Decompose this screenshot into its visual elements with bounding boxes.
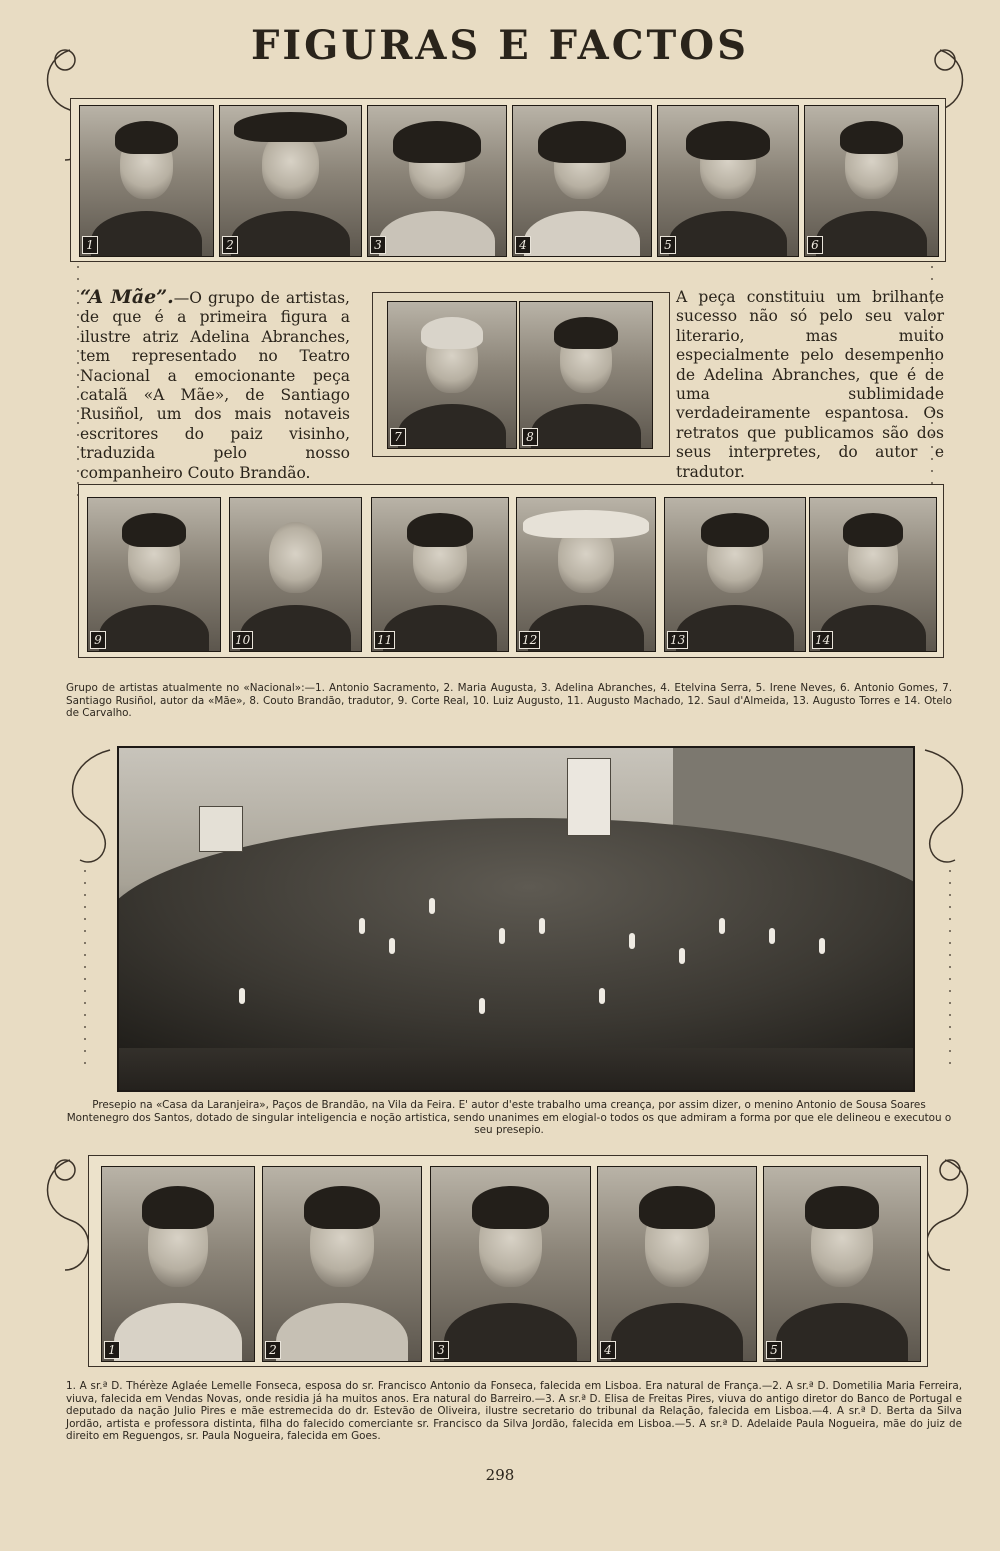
lady-portrait-3 [430, 1166, 591, 1362]
portrait-13 [664, 497, 806, 652]
lady-portrait-1 [101, 1166, 255, 1362]
portrait-5 [657, 105, 799, 257]
masthead-title: FIGURAS E FACTOS [250, 22, 750, 69]
top-portrait-row [70, 98, 946, 262]
portrait-14 [809, 497, 937, 652]
portrait-8 [519, 301, 653, 449]
portrait-3 [367, 105, 507, 257]
article-heading: “A Mãe”. [80, 286, 174, 308]
artists-caption: Grupo de artistas atualmente no «Nacional»:—1. Antonio Sacramento, 2. Maria Augusta, 3. Adelina Abranches, 4. Etelvina Serra, 5. Irene Neves, 6. Antonio Gomes, 7. Santiago Rusiñol, autor da «Mãe», 8. Couto Brandão, tradutor, 9. Corte Real, 10. Luiz Augusto, 11. Augusto Machado, 12. Saul d'Almeida, 13. Augusto Torres e 14. Otelo de Carvalho. [66, 682, 952, 720]
presepio-caption: Presepio na «Casa da Laranjeira», Paços de Brandão, na Vila da Feira. E' autor d'este trabalho uma creança, por assim dizer, o menino Antonio de Sousa Soares Montenegro dos Santos, dotado de singular inteligencia e noção artistica, sendo unanimes em elogial-o todos os que admiram a forma por que ele delineou e executou o seu presepio. [66, 1099, 952, 1137]
portrait-6 [804, 105, 939, 257]
portrait-11 [371, 497, 509, 652]
portrait-number: 12 [519, 631, 540, 649]
miniature-house [199, 806, 243, 852]
miniature-church [567, 758, 611, 836]
portrait-number: 6 [807, 236, 823, 254]
portrait-number: 14 [812, 631, 833, 649]
lady-portrait-2 [262, 1166, 422, 1362]
portrait-number: 9 [90, 631, 106, 649]
portrait-number: 2 [265, 1341, 281, 1359]
article-left-text: —O grupo de artistas, de que é a primeira figura a ilustre atriz Adelina Abranches, tem representado no Teatro Nacional a emocionante peça catalã «A Mãe», de Santiago Rusiñol, um dos mais notaveis escritores do paiz visinho, traduzida pelo nosso companheiro Couto Brandão. [80, 289, 350, 482]
portrait-number: 5 [660, 236, 676, 254]
portrait-4 [512, 105, 652, 257]
portrait-number: 4 [600, 1341, 616, 1359]
portrait-number: 3 [370, 236, 386, 254]
portrait-1 [79, 105, 214, 257]
portrait-12 [516, 497, 656, 652]
portrait-number: 11 [374, 631, 395, 649]
floral-scroll-icon [915, 740, 995, 1090]
portrait-number: 13 [667, 631, 688, 649]
portrait-number: 1 [104, 1341, 120, 1359]
portrait-number: 3 [433, 1341, 449, 1359]
portrait-7 [387, 301, 517, 449]
portrait-number: 2 [222, 236, 238, 254]
middle-portrait-pair [372, 292, 670, 457]
portrait-10 [229, 497, 362, 652]
ladies-caption: 1. A sr.ª D. Thérèze Aglaée Lemelle Fonseca, esposa do sr. Francisco Antonio da Fonseca, falecida em Lisboa. Era natural de França.—2. A sr.ª D. Dometilia Maria Ferreira, viuva, falecida em Vendas Novas, onde residia já ha muitos anos. Era natural do Barreiro.—3. A sr.ª D. Elisa de Freitas Pires, viuva do antigo diretor do Banco de Portugal e deputado da nação Julio Pires e mãe estremecida do dr. Estevão de Oliveira, ilustre secretario do tribunal da Relação, falecida em Lisboa.—4. A sr.ª D. Berta da Silva Jordão, artista e professora distinta, filha do falecido comerciante sr. Francisco da Silva Jordão, falecida em Lisboa.—5. A sr.ª D. Adelaide Paula Nogueira, mãe do juiz de direito em Reguengos, sr. Paula Nogueira, falecida em Goes. [66, 1380, 962, 1443]
page-number: 298 [485, 1466, 515, 1484]
bottom-portrait-row [78, 484, 944, 658]
presepio-photo [117, 746, 915, 1092]
portrait-9 [87, 497, 221, 652]
lady-portrait-4 [597, 1166, 757, 1362]
floral-scroll-icon [40, 740, 120, 1090]
ladies-portrait-row [88, 1155, 928, 1367]
portrait-number: 1 [82, 236, 98, 254]
lady-portrait-5 [763, 1166, 921, 1362]
article-right-column: A peça constituiu um brilhante sucesso não só pelo seu valor literario, mas muito especialmente pelo desempenho de Adelina Abranches, que é de uma sublimidade verdadeiramente espantosa. Os retratos que publicamos são dos seus interpretes, do autor e tradutor. [676, 288, 944, 481]
portrait-number: 5 [766, 1341, 782, 1359]
article-left-column [80, 288, 350, 483]
portrait-number: 7 [390, 428, 406, 446]
portrait-number: 4 [515, 236, 531, 254]
portrait-number: 10 [232, 631, 253, 649]
portrait-2 [219, 105, 362, 257]
portrait-number: 8 [522, 428, 538, 446]
